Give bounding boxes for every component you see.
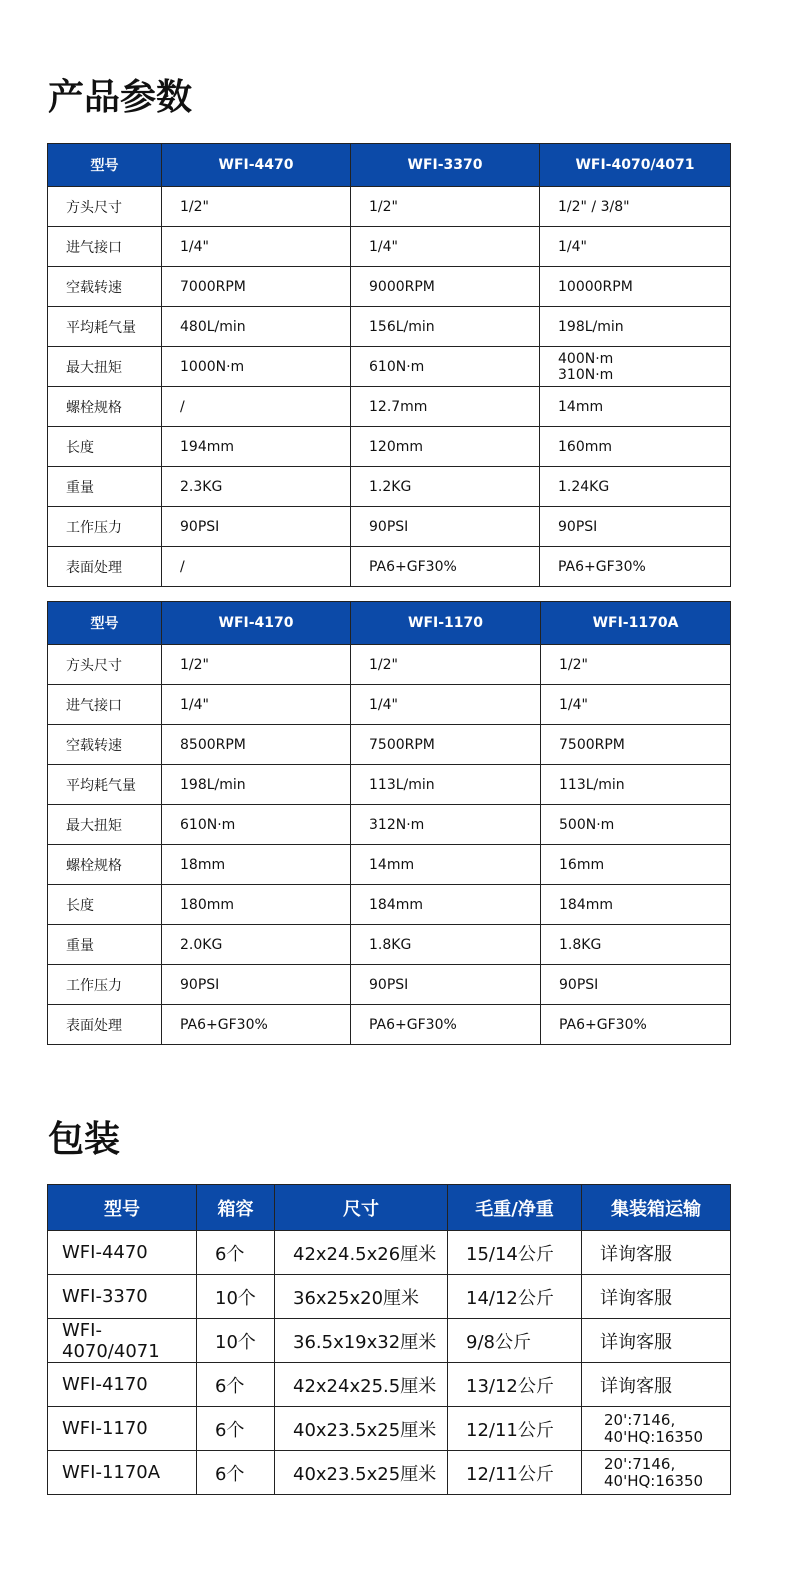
table-row	[48, 685, 731, 725]
row-label: 最大扭矩	[48, 347, 162, 387]
table-row	[48, 805, 731, 845]
table-cell: 1/2" / 3/8"	[540, 187, 731, 227]
table-cell: 详询客服	[582, 1231, 731, 1275]
table-cell: 2.3KG	[162, 467, 351, 507]
row-label: 螺栓规格	[48, 387, 162, 427]
table-cell: 6个	[197, 1231, 275, 1275]
table-cell: 184mm	[541, 885, 731, 925]
table-row	[48, 725, 731, 765]
table-cell: 312N·m	[351, 805, 541, 845]
table-row	[48, 1275, 731, 1319]
header-wfi-1170a: WFI-1170A	[541, 602, 731, 645]
table-cell: 15/14公斤	[448, 1231, 582, 1275]
table-cell: 40x23.5x25厘米	[275, 1451, 448, 1495]
packaging-table	[47, 1184, 731, 1495]
table-row	[48, 645, 731, 685]
row-label: 进气接口	[48, 685, 162, 725]
table-cell: 198L/min	[540, 307, 731, 347]
row-label: 工作压力	[48, 965, 162, 1005]
header-model: 型号	[48, 1185, 197, 1231]
packaging-section-title: 包装	[48, 1119, 121, 1160]
row-label: WFI-4470	[48, 1231, 197, 1275]
table-cell: 10个	[197, 1319, 275, 1363]
table-row	[48, 1319, 731, 1363]
table-cell: 113L/min	[351, 765, 541, 805]
header-wfi-4170: WFI-4170	[162, 602, 351, 645]
table-cell: PA6+GF30%	[540, 547, 731, 587]
table-row	[48, 307, 731, 347]
table-cell: 40x23.5x25厘米	[275, 1407, 448, 1451]
row-label: 表面处理	[48, 1005, 162, 1045]
header-weight: 毛重/净重	[448, 1185, 582, 1231]
table-cell: 42x24.5x26厘米	[275, 1231, 448, 1275]
table-row	[48, 547, 731, 587]
table-cell: 1.2KG	[351, 467, 540, 507]
table-cell: 90PSI	[540, 507, 731, 547]
table-cell: 1/4"	[351, 227, 540, 267]
table-cell: 7000RPM	[162, 267, 351, 307]
table-cell: 120mm	[351, 427, 540, 467]
table-cell: 113L/min	[541, 765, 731, 805]
packaging-table-header	[48, 1185, 731, 1231]
table-cell: 10000RPM	[540, 267, 731, 307]
table-cell: 1/2"	[162, 645, 351, 685]
table-row	[48, 187, 731, 227]
table-cell: PA6+GF30%	[162, 1005, 351, 1045]
table-cell: 7500RPM	[351, 725, 541, 765]
table-cell: 198L/min	[162, 765, 351, 805]
table-cell: 36x25x20厘米	[275, 1275, 448, 1319]
table-cell: 1/4"	[351, 685, 541, 725]
table-cell: 详询客服	[582, 1363, 731, 1407]
header-wfi-4470: WFI-4470	[162, 144, 351, 187]
table-cell: 9/8公斤	[448, 1319, 582, 1363]
row-label: 进气接口	[48, 227, 162, 267]
table-row	[48, 227, 731, 267]
row-label: 重量	[48, 925, 162, 965]
table-cell: 13/12公斤	[448, 1363, 582, 1407]
table-row	[48, 765, 731, 805]
table-cell: 1.8KG	[351, 925, 541, 965]
row-label: 长度	[48, 427, 162, 467]
table-cell: 20':7146, 40'HQ:16350	[582, 1451, 731, 1495]
table-cell: 20':7146, 40'HQ:16350	[582, 1407, 731, 1451]
table-cell: 1.24KG	[540, 467, 731, 507]
table-cell: 184mm	[351, 885, 541, 925]
table-cell: 1/2"	[162, 187, 351, 227]
table-cell: 160mm	[540, 427, 731, 467]
table-cell: 14mm	[540, 387, 731, 427]
table-cell: 1/4"	[162, 227, 351, 267]
table-cell: 14/12公斤	[448, 1275, 582, 1319]
table-row	[48, 387, 731, 427]
table-cell: 1/2"	[351, 645, 541, 685]
table-cell: 1/4"	[162, 685, 351, 725]
table-cell: PA6+GF30%	[541, 1005, 731, 1045]
table-cell: 36.5x19x32厘米	[275, 1319, 448, 1363]
table-cell: PA6+GF30%	[351, 547, 540, 587]
table-cell: 400N·m 310N·m	[540, 347, 731, 387]
table-row	[48, 507, 731, 547]
table-cell: 9000RPM	[351, 267, 540, 307]
spec-table-1-header	[48, 144, 731, 187]
table-cell: 10个	[197, 1275, 275, 1319]
row-label: WFI-4070/4071	[48, 1319, 197, 1363]
table-cell: 6个	[197, 1407, 275, 1451]
table-row	[48, 1231, 731, 1275]
table-cell: 1.8KG	[541, 925, 731, 965]
row-label: WFI-1170A	[48, 1451, 197, 1495]
table-row	[48, 427, 731, 467]
table-cell: 90PSI	[541, 965, 731, 1005]
table-cell: 7500RPM	[541, 725, 731, 765]
table-cell: 1/4"	[541, 685, 731, 725]
row-label: 螺栓规格	[48, 845, 162, 885]
spec-table-2	[47, 601, 731, 1045]
table-cell: 1/2"	[351, 187, 540, 227]
table-cell: /	[162, 387, 351, 427]
table-cell: 610N·m	[351, 347, 540, 387]
row-label: 表面处理	[48, 547, 162, 587]
table-row	[48, 1407, 731, 1451]
row-label: WFI-4170	[48, 1363, 197, 1407]
table-cell: 180mm	[162, 885, 351, 925]
row-label: WFI-1170	[48, 1407, 197, 1451]
table-row	[48, 965, 731, 1005]
table-cell: 6个	[197, 1451, 275, 1495]
table-cell: 1/4"	[540, 227, 731, 267]
table-row	[48, 885, 731, 925]
row-label: 重量	[48, 467, 162, 507]
params-section-title: 产品参数	[48, 77, 193, 118]
header-box-capacity: 箱容	[197, 1185, 275, 1231]
table-row	[48, 1363, 731, 1407]
table-row	[48, 845, 731, 885]
row-label: 方头尺寸	[48, 645, 162, 685]
table-cell: 156L/min	[351, 307, 540, 347]
table-cell: 14mm	[351, 845, 541, 885]
table-row	[48, 1451, 731, 1495]
table-cell: PA6+GF30%	[351, 1005, 541, 1045]
row-label: 平均耗气量	[48, 307, 162, 347]
table-cell: 12/11公斤	[448, 1407, 582, 1451]
table-cell: 90PSI	[162, 507, 351, 547]
table-cell: 详询客服	[582, 1319, 731, 1363]
table-row	[48, 347, 731, 387]
header-wfi-4070-4071: WFI-4070/4071	[540, 144, 731, 187]
table-cell: 12/11公斤	[448, 1451, 582, 1495]
table-cell: 2.0KG	[162, 925, 351, 965]
table-row	[48, 467, 731, 507]
row-label: 空载转速	[48, 725, 162, 765]
row-label: 最大扭矩	[48, 805, 162, 845]
row-label: 平均耗气量	[48, 765, 162, 805]
table-cell: 90PSI	[351, 965, 541, 1005]
table-cell: 42x24x25.5厘米	[275, 1363, 448, 1407]
table-cell: 详询客服	[582, 1275, 731, 1319]
table-row	[48, 1005, 731, 1045]
table-cell: 1000N·m	[162, 347, 351, 387]
table-row	[48, 267, 731, 307]
header-container-shipping: 集装箱运输	[582, 1185, 731, 1231]
row-label: 空载转速	[48, 267, 162, 307]
header-wfi-1170: WFI-1170	[351, 602, 541, 645]
row-label: WFI-3370	[48, 1275, 197, 1319]
table-cell: 16mm	[541, 845, 731, 885]
table-cell: 8500RPM	[162, 725, 351, 765]
header-model: 型号	[48, 144, 162, 187]
table-cell: 194mm	[162, 427, 351, 467]
table-cell: 610N·m	[162, 805, 351, 845]
spec-table-1	[47, 143, 731, 587]
table-cell: /	[162, 547, 351, 587]
table-cell: 6个	[197, 1363, 275, 1407]
table-cell: 1/2"	[541, 645, 731, 685]
row-label: 长度	[48, 885, 162, 925]
header-wfi-3370: WFI-3370	[351, 144, 540, 187]
table-row	[48, 925, 731, 965]
table-cell: 500N·m	[541, 805, 731, 845]
table-cell: 90PSI	[351, 507, 540, 547]
header-model: 型号	[48, 602, 162, 645]
header-size: 尺寸	[275, 1185, 448, 1231]
table-cell: 18mm	[162, 845, 351, 885]
table-cell: 480L/min	[162, 307, 351, 347]
row-label: 工作压力	[48, 507, 162, 547]
table-cell: 12.7mm	[351, 387, 540, 427]
table-cell: 90PSI	[162, 965, 351, 1005]
row-label: 方头尺寸	[48, 187, 162, 227]
spec-table-2-header	[48, 602, 731, 645]
